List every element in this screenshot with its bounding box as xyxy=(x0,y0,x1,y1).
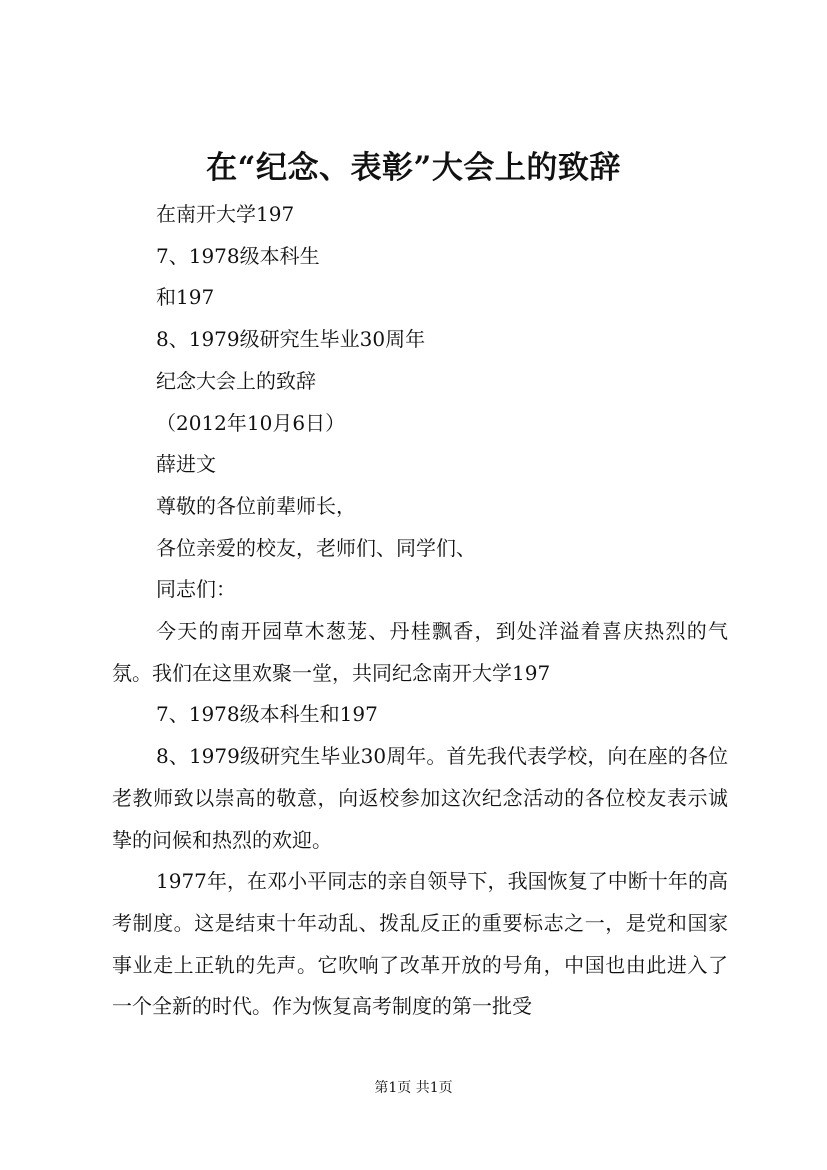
text-line: 8、1979级研究生毕业30周年 xyxy=(156,327,426,352)
document-title: 在“纪念、表彰”大会上的致辞 xyxy=(206,150,621,186)
paragraph: 1977年，在邓小平同志的亲自领导下，我国恢复了中断十年的高考制度。这是结束十年动乱、拨乱反正的重要标志之一，是党和国家事业走上正轨的先声。它吹响了改革开放的号角，中国也由此进入了一个全新的时代。作为恢复高考制度的第一批受 xyxy=(112,869,728,1019)
text-line: 7、1978级本科生和197 xyxy=(156,702,378,727)
text-line: 7、1978级本科生 xyxy=(156,243,320,268)
document-body xyxy=(112,194,728,1028)
salutation-line: 同志们： xyxy=(156,577,236,602)
salutation-line: 尊敬的各位前辈师长， xyxy=(156,493,356,518)
text-line: 在南开大学197 xyxy=(156,202,295,226)
date-line: （2012年10月6日） xyxy=(156,410,346,435)
text-line: 和197 xyxy=(156,285,215,310)
page-footer: 第1页 共1页 xyxy=(374,1080,453,1096)
author-line: 薛进文 xyxy=(156,452,216,477)
paragraph: 今天的南开园草木葱茏、丹桂飘香，到处洋溢着喜庆热烈的气氛。我们在这里欢聚一堂，共同纪念南开大学197 xyxy=(112,619,728,685)
text-line: 纪念大会上的致辞 xyxy=(156,368,316,393)
salutation-line: 各位亲爱的校友，老师们、同学们、 xyxy=(156,535,476,560)
paragraph: 8、1979级研究生毕业30周年。首先我代表学校，向在座的各位老教师致以崇高的敬意，向返校参加这次纪念活动的各位校友表示诚挚的问候和热烈的欢迎。 xyxy=(112,744,728,852)
